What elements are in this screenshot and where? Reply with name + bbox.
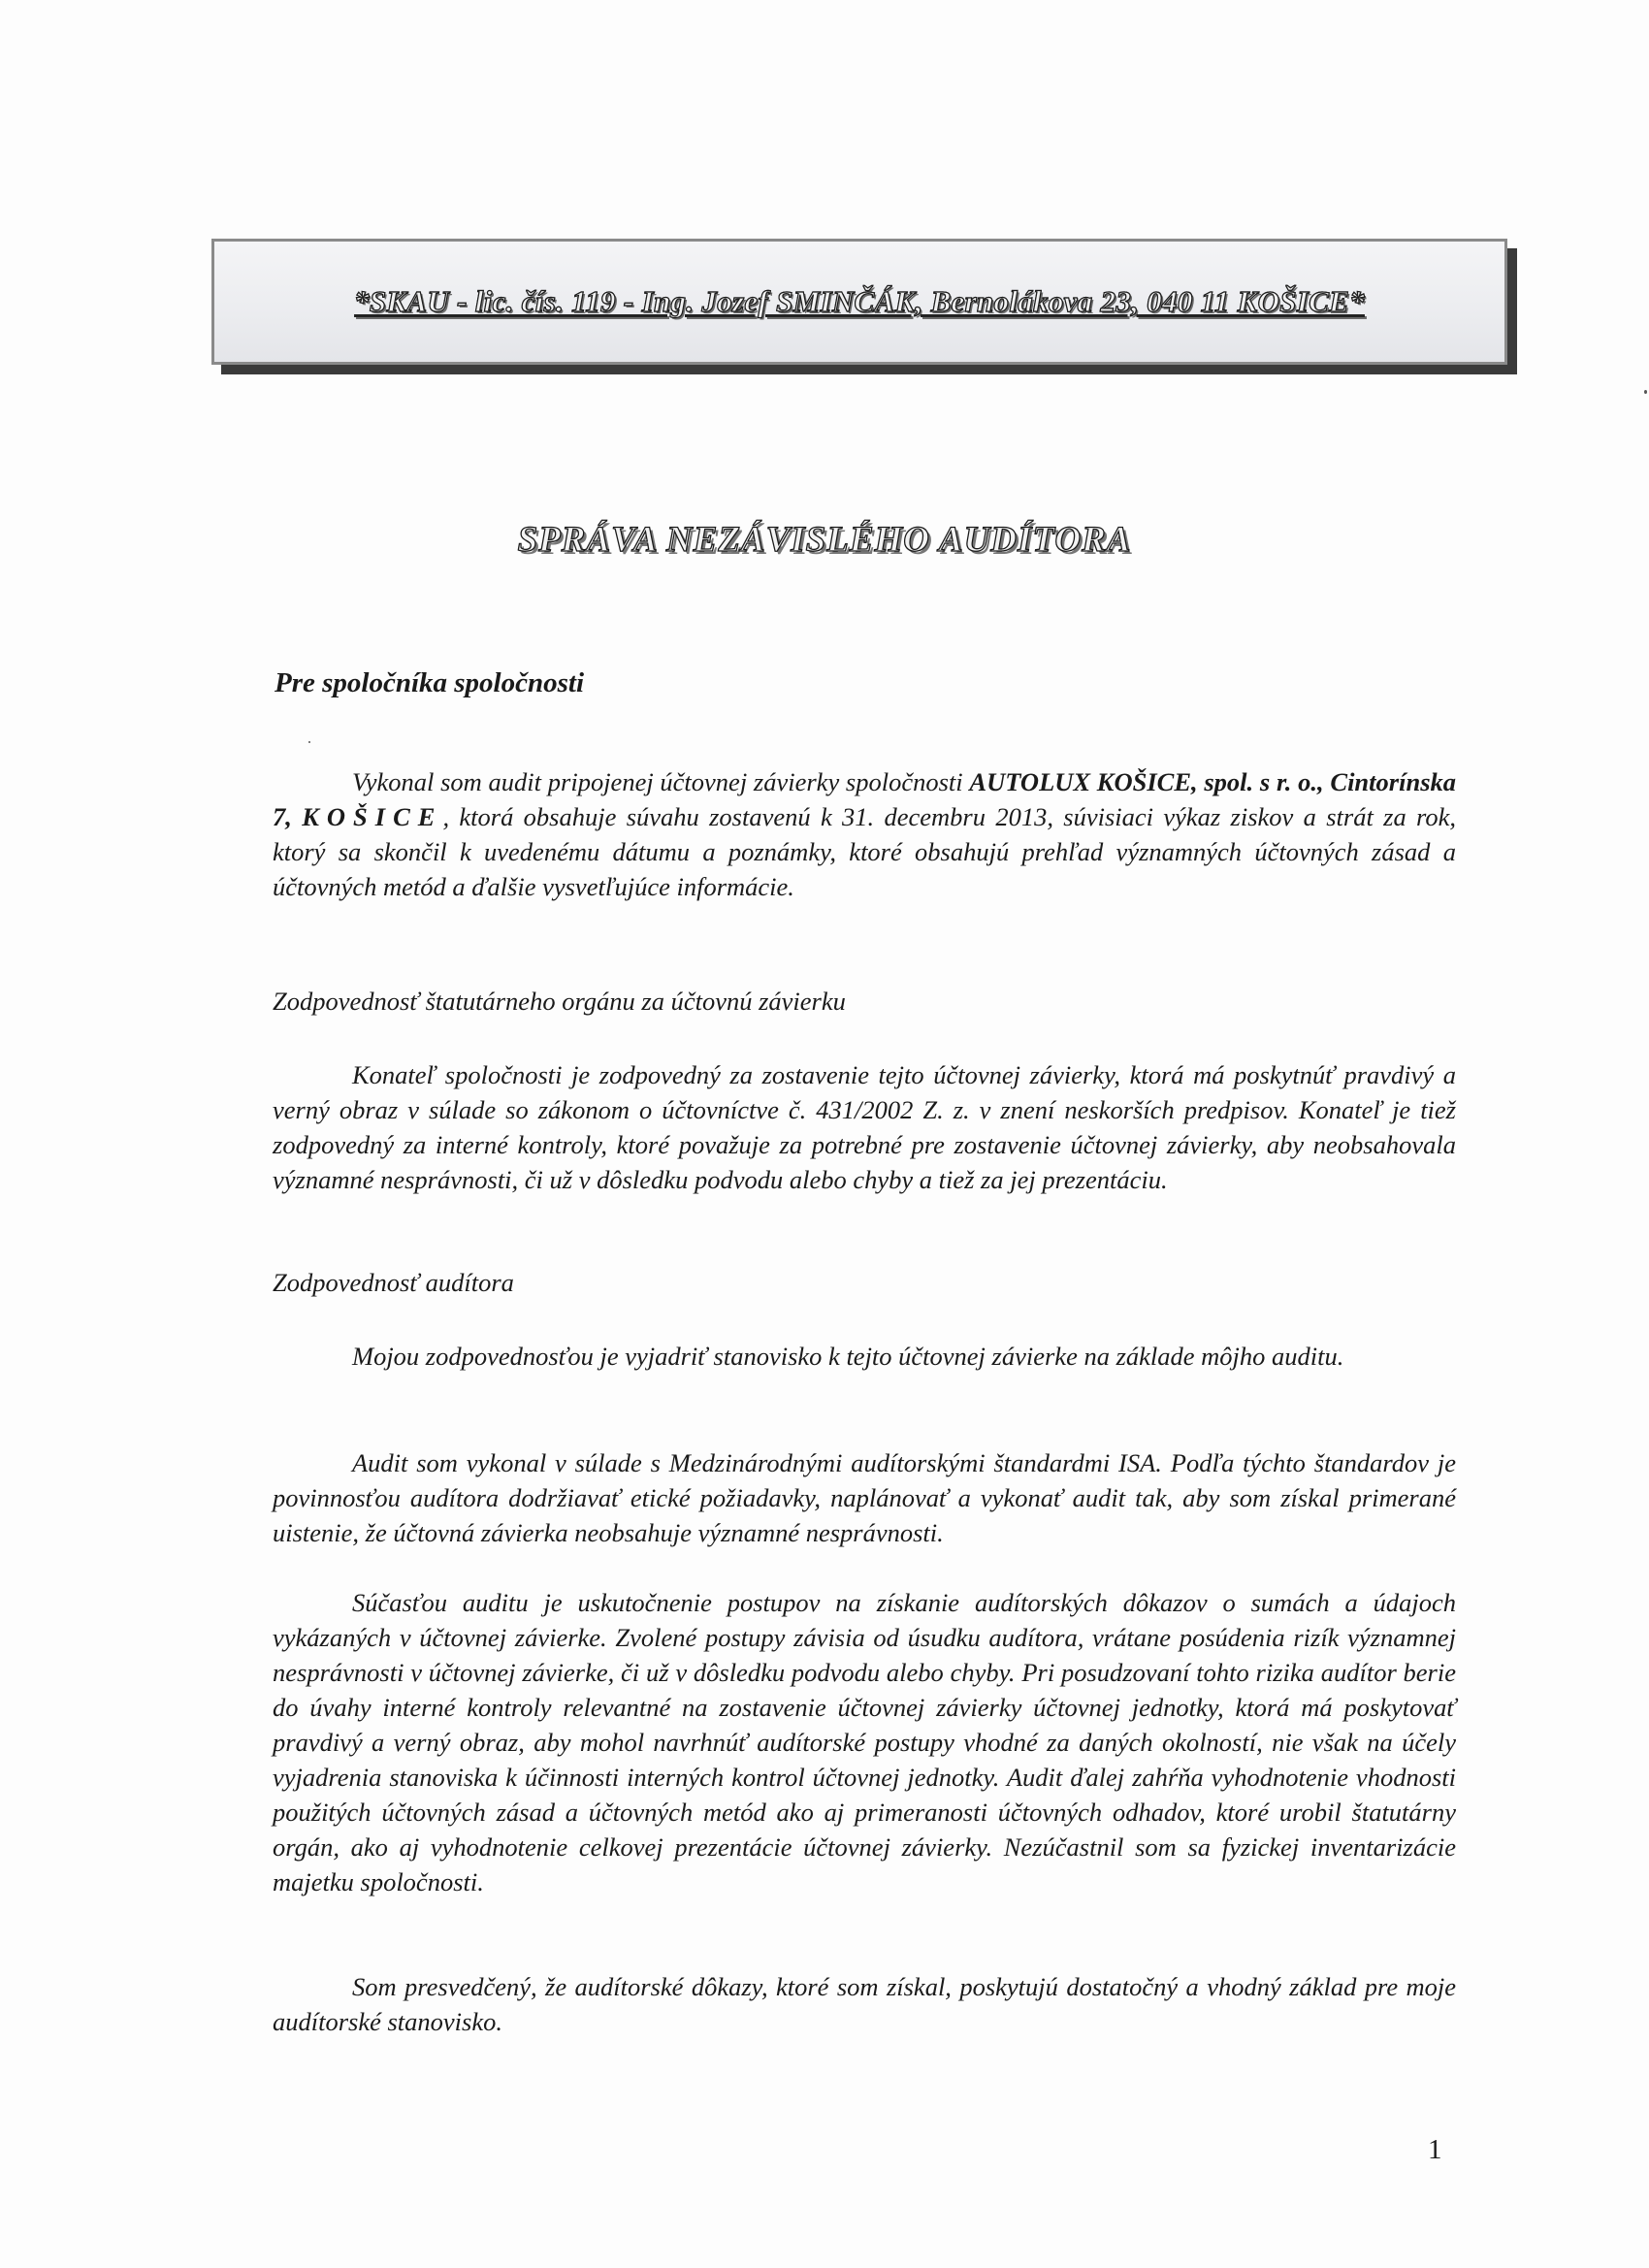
company-name: AUTOLUX KOŠICE, spol. s r. o., Cintorínska 7, (273, 767, 1457, 831)
intro-text-end: , ktorá obsahuje súvahu zostavenú k 31. decembru 2013, súvisiaci výkaz ziskov a strát za rok, ktorý sa skončil k uvedenému dátumu a poznámky, ktoré obsahujú prehľad významných účtovných zásad a účtovných metód a ďalšie vysvetľujúce informácie. (273, 802, 1457, 901)
auditor-paragraph-1: Mojou zodpovednosťou je vyjadriť stanovisko k tejto účtovnej závierke na základe môjho auditu. (352, 1342, 1344, 1371)
page-number: 1 (1428, 2134, 1442, 2165)
salutation: Pre spoločníka spoločnosti (275, 667, 585, 698)
statutory-paragraph: Konateľ spoločnosti je zodpovedný za zostavenie tejto účtovnej závierky, ktorá má poskytnúť pravdivý a verný obraz v súlade so zákonom o účtovníctve č. 431/2002 Z. z. v znení neskorších predpisov. Konateľ je tiež zodpovedný za interné kontroly, ktoré považuje za potrebné pre zostavenie účtovnej závierky, aby neobsahovala významné nesprávnosti, či už v dôsledku podvodu alebo chyby a tiež za jej prezentáciu. (273, 1060, 1456, 1194)
auditor-paragraph-3: Súčasťou auditu je uskutočnenie postupov na získanie audítorských dôkazov o sumách a údajoch vykázaných v účtovnej závierke. Zvolené postupy závisia od úsudku audítora, vrátane posúdenia rizík významnej nesprávnosti v účtovnej závierke, či už v dôsledku podvodu alebo chyby. Pri posudzovaní tohto rizika audítor berie do úvahy interné kontroly relevantné na zostavenie účtovnej závierky účtovnej jednotky, ktorá má poskytovať pravdivý a verný obraz, aby mohol navrhnúť audítorské postupy vhodné za daných okolností, nie však na účely vyjadrenia stanoviska k účinnosti interných kontrol účtovnej jednotky. Audit ďalej zahŕňa vyhodnotenie vhodnosti použitých účtovných zásad a účtovných metód ako aj primeranosti účtovných odhadov, ktoré urobil štatutárny orgán, ako aj vyhodnotenie celkovej prezentácie účtovnej závierky. Nezúčastnil som sa fyzickej inventarizácie majetku spoločnosti. (273, 1588, 1456, 1896)
company-city: KOŠICE (302, 802, 443, 831)
letterhead-text: *SKAU - lic. čís. 119 - Ing. Jozef SMINČÁK, Bernolákova 23, 040 11 KOŠICE* (354, 284, 1365, 318)
scan-speck (308, 741, 310, 743)
scan-speck (1644, 390, 1647, 394)
letterhead-box (211, 239, 1507, 365)
intro-paragraph (273, 764, 1456, 904)
auditor-paragraph-2: Audit som vykonal v súlade s Medzinárodnými audítorskými štandardmi ISA. Podľa týchto štandardov je povinnosťou audítora dodržiavať etické požiadavky, naplánovať a vykonať audit tak, aby som získal primerané uistenie, že účtovná závierka neobsahuje významné nesprávnosti. (273, 1448, 1456, 1547)
auditor-paragraph-4: Som presvedčený, že audítorské dôkazy, ktoré som získal, poskytujú dostatočný a vhodný základ pre moje audítorské stanovisko. (273, 1972, 1456, 2036)
intro-text-start: Vykonal som audit pripojenej účtovnej závierky spoločnosti (352, 767, 970, 796)
section-heading-statutory: Zodpovednosť štatutárneho orgánu za účtovnú závierku (273, 987, 846, 1016)
report-title: SPRÁVA NEZÁVISLÉHO AUDÍTORA (517, 520, 1132, 560)
section-heading-auditor: Zodpovednosť audítora (273, 1268, 514, 1297)
